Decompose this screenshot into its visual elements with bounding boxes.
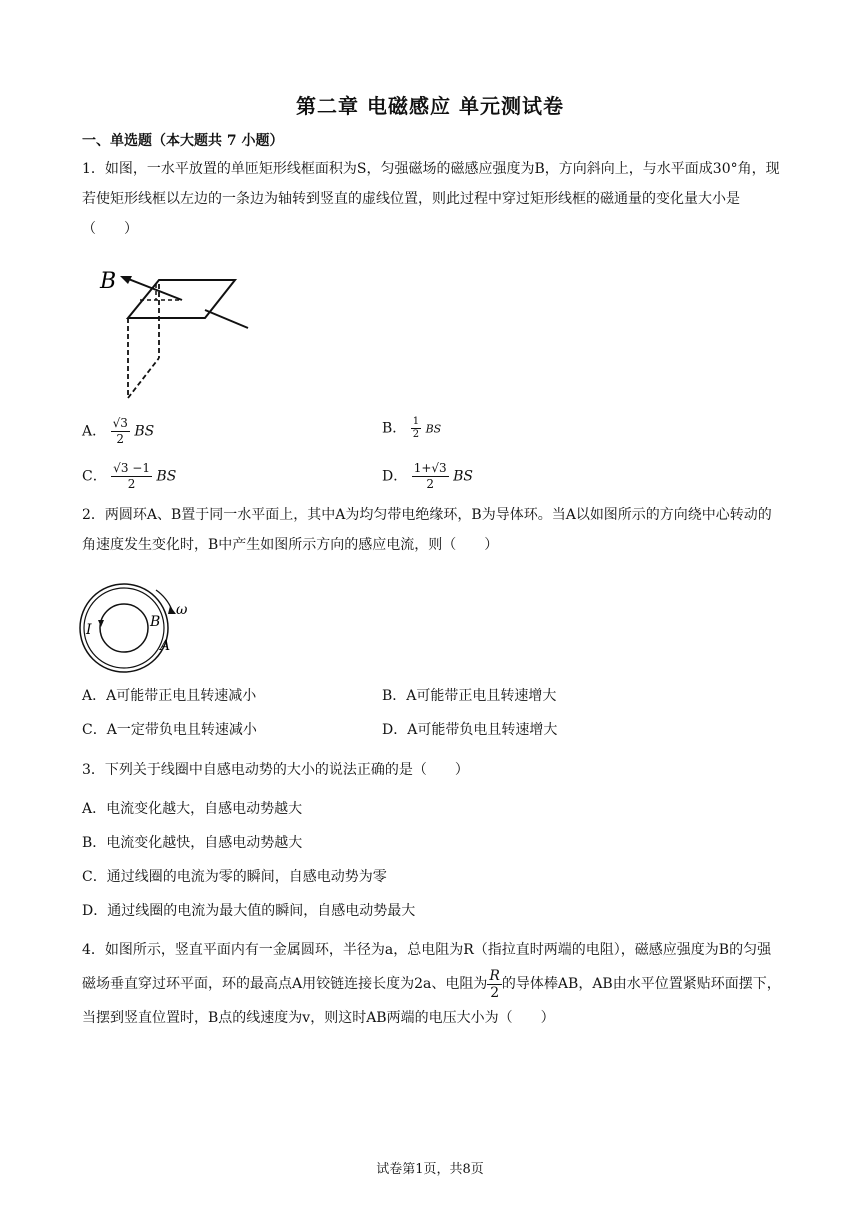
q3-option-b[interactable]: B．电流变化越快，自感电动势越大 xyxy=(82,835,303,851)
page-title: 第二章 电磁感应 单元测试卷 xyxy=(296,94,564,118)
q1-option-c[interactable]: C． $\frac{√3 -1}{2}$ BS xyxy=(82,461,177,491)
q2-option-d[interactable]: D．A可能带负电且转速增大 xyxy=(382,722,558,738)
q1-option-b[interactable]: B． $\frac{1}{2}$ BS xyxy=(382,416,442,440)
q2-option-c[interactable]: C．A一定带负电且转速减小 xyxy=(82,722,257,738)
ring-b-label: B xyxy=(150,614,161,630)
question-1-text: 1．如图，一水平放置的单匝矩形线框面积为S，匀强磁场的磁感应强度为B，方向斜向上，与水平面成30°角，现若使矩形线框以左边的一条边为轴转到竖直的虚线位置，则此过程中穿过矩形线框的磁通量的变化量大小是（ ） xyxy=(82,161,780,237)
question-4-text: 4．如图所示，竖直平面内有一金属圆环，半径为a，总电阻为R（指拉直时两端的电阻），磁感应强度为B的匀强磁场垂直穿过环平面，环的最高点A用铰链连接长度为2a、电阻为 $\frac{R}{2}$ 的导体棒AB，AB由水平位置紧贴环面摆下，当摆到竖直位置时，B点的线速度为v，则这时AB两端的电压大小为（ ） xyxy=(82,942,781,1026)
q2-option-b[interactable]: B．A可能带正电且转速增大 xyxy=(382,688,557,704)
q1-option-a[interactable]: A． $\frac{√3}{2}$ BS xyxy=(82,416,155,446)
q3-option-a[interactable]: A．电流变化越大，自感电动势越大 xyxy=(82,801,303,817)
question-2-figure xyxy=(78,580,198,680)
axis-line xyxy=(205,310,248,328)
section-heading: 一、单选题（本大题共 7 小题） xyxy=(82,133,284,149)
page-footer: 试卷第1页，共8页 xyxy=(376,1162,484,1177)
ring-b xyxy=(100,604,148,652)
question-3-text: 3．下列关于线圈中自感电动势的大小的说法正确的是（ ） xyxy=(82,762,469,778)
field-arrow xyxy=(126,278,182,300)
current-label: I xyxy=(86,622,92,638)
q1-option-d[interactable]: D． $\frac{1+√3}{2}$ BS xyxy=(382,461,474,491)
question-1-figure xyxy=(90,262,260,404)
ring-a-label: A xyxy=(160,638,171,654)
omega-arrowhead xyxy=(168,606,176,614)
q2-option-a[interactable]: A．A可能带正电且转速减小 xyxy=(82,688,257,704)
field-label-b: B xyxy=(100,269,117,294)
current-arrowhead xyxy=(98,620,104,627)
question-2-text: 2．两圆环A、B置于同一水平面上，其中A为均匀带电绝缘环，B为导体环。当A以如图所示的方向绕中心转动的角速度发生变化时，B中产生如图所示方向的感应电流，则（ ） xyxy=(82,507,772,553)
q3-option-c[interactable]: C．通过线圈的电流为零的瞬间，自感电动势为零 xyxy=(82,869,387,885)
dashed-vertical-bottom xyxy=(128,358,159,398)
omega-label: ω xyxy=(176,602,188,618)
q3-option-d[interactable]: D．通过线圈的电流为最大值的瞬间，自感电动势最大 xyxy=(82,903,416,919)
